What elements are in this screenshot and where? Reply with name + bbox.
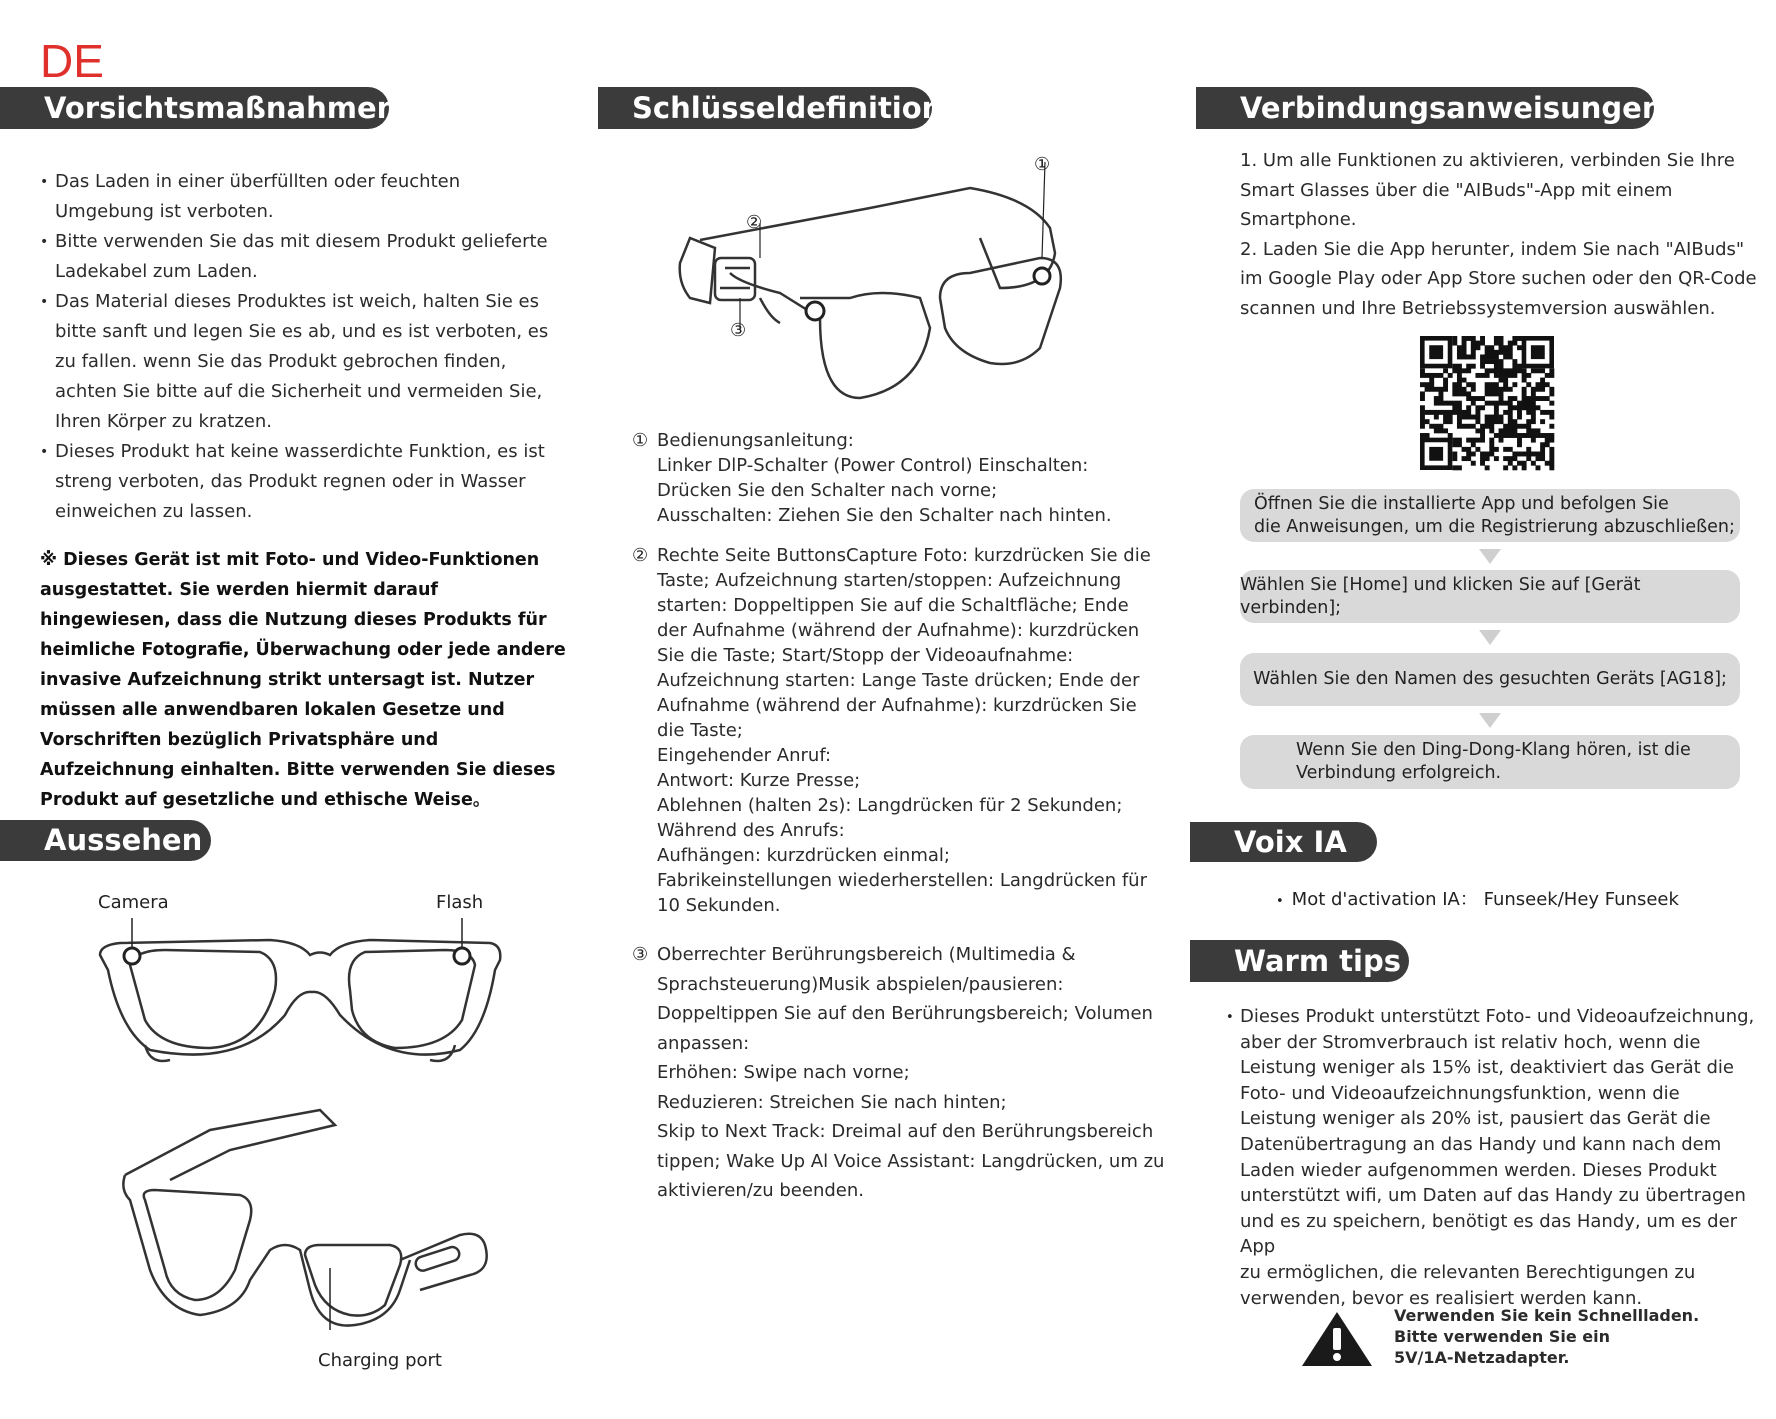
warm-tips-bullet-dot: • xyxy=(1226,1010,1234,1025)
key-item-line: Fabrikeinstellungen wiederherstellen: Langdrücken für xyxy=(657,870,1147,891)
connection-step-text: Wenn Sie den Ding-Dong-Klang hören, ist die Verbindung erfolgreich. xyxy=(1296,740,1691,783)
callout-3: ③ xyxy=(730,320,747,341)
appearance-title: Aussehen xyxy=(44,823,203,857)
connection-intro-line: scannen und Ihre Betriebssystemversion auswählen. xyxy=(1240,297,1716,319)
key-item-line: der Aufnahme (während der Aufnahme): kurzdrücken xyxy=(657,620,1140,641)
key-item-line: starten: Doppeltippen Sie auf die Schaltfläche; Ende xyxy=(657,595,1129,616)
precaution-item: • Dieses Produkt hat keine wasserdichte Funktion, es ist streng verboten, das Produkt regnen oder in Wasser einweichen zu lassen. xyxy=(40,437,560,527)
precautions-list xyxy=(40,167,560,527)
connection-intro-line: im Google Play oder App Store suchen oder den QR-Code xyxy=(1240,268,1757,289)
connection-title: Verbindungsanweisungen xyxy=(1240,91,1663,125)
connection-intro-line: Smart Glasses über die "AIBuds"-App mit einem xyxy=(1240,179,1673,201)
warning-triangle-icon xyxy=(1300,1310,1374,1368)
warning-line: 5V/1A-Netzadapter. xyxy=(1394,1348,1570,1367)
step-arrow-icon xyxy=(1479,630,1501,645)
voice-ai-text: Mot d'activation IA： Funseek/Hey Funseek xyxy=(1291,889,1679,910)
precaution-item: • Bitte verwenden Sie das mit diesem Produkt gelieferte Ladekabel zum Laden. xyxy=(40,227,560,287)
camera-label: Camera xyxy=(98,892,169,913)
voice-ai-header xyxy=(1190,822,1377,862)
warm-tips-header xyxy=(1190,940,1409,982)
appearance-header xyxy=(0,820,211,861)
precaution-item: • Das Material dieses Produktes ist weich, halten Sie es bitte sanft und legen Sie es ab, und es ist verboten, es zu fallen. wenn Sie das Produkt gebrochen finden, achten Sie bitte auf die Sicherheit und vermeiden Sie, Ihren Körper zu kratzen. xyxy=(40,287,560,437)
key-definition-item xyxy=(632,428,1172,528)
warm-tips-title: Warm tips xyxy=(1234,944,1401,978)
key-definition-item xyxy=(632,543,1172,918)
key-item-line: Aufnahme (während der Aufnahme): kurzdrücken Sie xyxy=(657,695,1137,716)
warm-tips-line: Datenübertragung an das Handy und kann nach dem xyxy=(1240,1133,1722,1155)
precaution-item: • Das Laden in einer überfüllten oder feuchten Umgebung ist verboten. xyxy=(40,167,560,227)
connection-step-text: Wählen Sie den Namen des gesuchten Geräts [AG18]; xyxy=(1253,669,1727,689)
key-item-line: Während des Anrufs: xyxy=(657,820,845,841)
key-item-number: ② xyxy=(632,545,649,566)
key-item-line: Ablehnen (halten 2s): Langdrücken für 2 Sekunden; xyxy=(657,795,1123,816)
warm-tips-line: Foto- und Videoaufzeichnungsfunktion, wenn die xyxy=(1240,1082,1680,1104)
warm-tips-line: Leistung weniger als 20% ist, pausiert das Gerät die xyxy=(1240,1108,1711,1130)
warm-tips-line: und es zu speichern, benötigt es das Handy, um es der App xyxy=(1240,1210,1738,1258)
connection-intro-line: 1. Um alle Funktionen zu aktivieren, verbinden Sie Ihre xyxy=(1240,150,1735,171)
connection-header xyxy=(1196,87,1663,129)
qr-code-icon xyxy=(1420,336,1554,470)
key-item-line: aktivieren/zu beenden. xyxy=(657,1180,864,1201)
key-item-line: tippen; Wake Up Al Voice Assistant: Langdrücken, um zu xyxy=(657,1150,1165,1172)
precautions-title: Vorsichtsmaßnahmen xyxy=(44,91,398,125)
key-item-line: Antwort: Kurze Presse; xyxy=(657,770,861,791)
key-item-line: Sprachsteuerung)Musik abspielen/pausieren: xyxy=(657,973,1064,995)
flash-led-icon xyxy=(454,948,470,964)
flash-label: Flash xyxy=(436,892,484,913)
connection-step xyxy=(1240,653,1740,706)
warm-tips-line: unterstützt wifi, um Daten auf das Handy zu übertragen xyxy=(1240,1185,1746,1207)
connection-step-text: Öffnen Sie die installierte App und befolgen Sie die Anweisungen, um die Registrierung abzuschließen; xyxy=(1254,493,1735,537)
key-item-line: anpassen: xyxy=(657,1032,750,1054)
key-definition-illustration xyxy=(670,148,1110,418)
glasses-front-illustration xyxy=(90,910,510,1070)
voice-ai-bullet: • Mot d'activation IA： Funseek/Hey Funseek xyxy=(1276,889,1679,910)
step-arrow-icon xyxy=(1479,549,1501,564)
callout-1: ① xyxy=(1034,154,1051,175)
key-item-line: Ausschalten: Ziehen Sie den Schalter nach hinten. xyxy=(657,505,1112,526)
key-item-line: Aufhängen: kurzdrücken einmal; xyxy=(657,845,950,866)
glasses-side-illustration xyxy=(120,1120,500,1340)
step-arrow-icon xyxy=(1479,713,1501,728)
precautions-header xyxy=(0,87,398,129)
connection-step-text: Wählen Sie [Home] und klicken Sie auf [Gerät verbinden]; xyxy=(1240,574,1641,618)
key-definition-header xyxy=(598,87,943,129)
charging-port-label: Charging port xyxy=(318,1350,442,1371)
camera-lens-icon xyxy=(124,948,140,964)
warning-line: Bitte verwenden Sie ein xyxy=(1394,1327,1611,1346)
warm-tips-line: verwenden, bevor es realisiert werden kann. xyxy=(1240,1287,1643,1309)
key-item-line: 10 Sekunden. xyxy=(657,895,781,916)
key-item-line: Doppeltippen Sie auf den Berührungsbereich; Volumen xyxy=(657,1003,1153,1024)
voice-ai-title: Voix IA xyxy=(1234,825,1347,859)
key-item-line: Sie die Taste; Start/Stopp der Videoaufnahme: xyxy=(657,645,1074,666)
recording-notice: ※ Dieses Gerät ist mit Foto- und Video-Funktionen ausgestattet. Sie werden hiermit darauf hingewiesen, dass die Nutzung dieses Produkts für heimliche Fotografie, Überwachung oder jede andere invasive Aufzeichnung strikt untersagt ist. Nutzer müssen alle anwendbaren lokalen Gesetze und Vorschriften bezüglich Privatsphäre und Aufzeichnung einhalten. Bitte verwenden Sie dieses Produkt auf gesetzliche und ethische Weise。 xyxy=(40,550,566,810)
key-item-line: Oberrechter Berührungsbereich (Multimedia & xyxy=(657,944,1076,965)
key-item-line: Skip to Next Track: Dreimal auf den Berührungsbereich xyxy=(657,1121,1154,1142)
key-item-line: Aufzeichnung starten: Lange Taste drücken; Ende der xyxy=(657,670,1140,691)
connection-intro-line: 2. Laden Sie die App herunter, indem Sie nach "AIBuds" xyxy=(1240,238,1745,260)
warm-tips-line: Leistung weniger als 15% ist, deaktiviert das Gerät die xyxy=(1240,1057,1734,1079)
key-item-line: Reduzieren: Streichen Sie nach hinten; xyxy=(657,1091,1007,1113)
key-item-line: Drücken Sie den Schalter nach vorne; xyxy=(657,480,998,501)
key-item-line: Eingehender Anruf: xyxy=(657,745,832,766)
language-code: DE xyxy=(40,35,104,87)
warm-tips-line: zu ermöglichen, die relevanten Berechtigungen zu xyxy=(1240,1261,1696,1283)
connection-intro-line: Smartphone. xyxy=(1240,209,1357,230)
key-definition-title: Schlüsseldefinition xyxy=(632,91,943,125)
key-item-line: Taste; Aufzeichnung starten/stoppen: Aufzeichnung xyxy=(657,570,1122,591)
key-item-line: die Taste; xyxy=(657,720,743,741)
connection-step xyxy=(1240,570,1740,623)
connection-intro xyxy=(1240,146,1760,323)
warning-line: Verwenden Sie kein Schnellladen. xyxy=(1394,1306,1700,1325)
warm-tips-text xyxy=(1240,1004,1770,1311)
key-definition-item xyxy=(632,940,1172,1206)
key-item-number: ③ xyxy=(632,944,649,965)
warm-tips-line: aber der Stromverbrauch ist relativ hoch, wenn die xyxy=(1240,1031,1701,1053)
connection-step xyxy=(1240,735,1740,789)
warm-tips-line: Dieses Produkt unterstützt Foto- und Videoaufzeichnung, xyxy=(1240,1006,1755,1027)
key-item-line: Erhöhen: Swipe nach vorne; xyxy=(657,1062,910,1083)
connection-step xyxy=(1240,489,1740,542)
key-item-line: Rechte Seite ButtonsCapture Foto: kurzdrücken Sie die xyxy=(657,545,1151,566)
key-item-number: ① xyxy=(632,430,649,451)
warm-tips-line: Laden wieder aufgenommen werden. Dieses Produkt xyxy=(1240,1159,1717,1181)
key-item-line: Linker DlP-Schalter (Power Control) Einschalten: xyxy=(657,455,1089,476)
warning-text xyxy=(1394,1305,1754,1368)
key-item-line: Bedienungsanleitung: xyxy=(657,430,854,451)
callout-2: ② xyxy=(746,212,763,233)
